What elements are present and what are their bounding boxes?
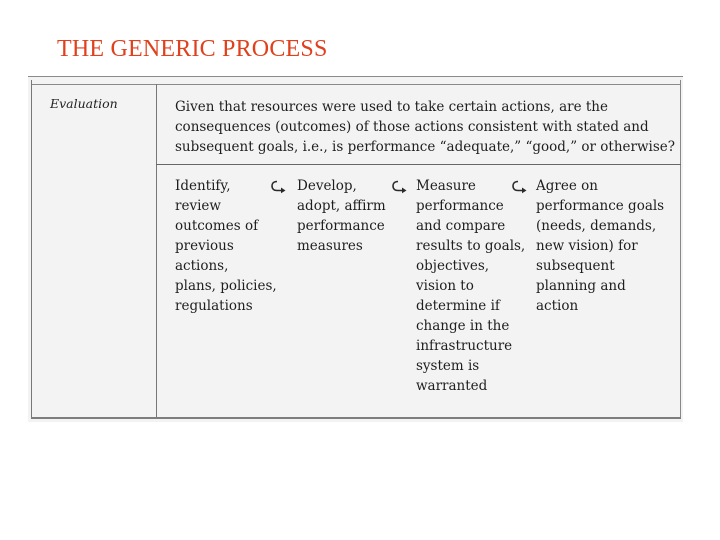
evaluation-question: Given that resources were used to take certain actions, are the consequences (outcomes) of those actions consistent with stated and subsequent goals, i.e., is performance “adequate,” “good,” or otherwise? [175, 99, 676, 155]
slide-title: THE GENERIC PROCESS [57, 36, 328, 62]
step-measure: Measure performance and compare results to goals, objectives, vision to determine if change in the infrastructure system is warranted [416, 178, 526, 394]
step-identify: Identify, review outcomes of previous actions, plans, policies, regulations [175, 178, 277, 314]
hook-arrow-right-icon [270, 178, 288, 194]
hook-arrow-right-icon [391, 178, 409, 194]
table-column-divider [156, 84, 157, 418]
table-row-divider [156, 164, 681, 165]
table-bottom-border [31, 417, 681, 419]
step-develop: Develop, adopt, affirm performance measures [297, 178, 386, 254]
step-agree: Agree on performance goals (needs, demands, new vision) for subsequent planning and action [536, 178, 665, 314]
hook-arrow-right-icon [511, 178, 529, 194]
table-right-border [680, 80, 681, 417]
row-label-evaluation: Evaluation [50, 96, 118, 111]
table-top-border [31, 84, 681, 85]
table-left-border [31, 80, 32, 417]
